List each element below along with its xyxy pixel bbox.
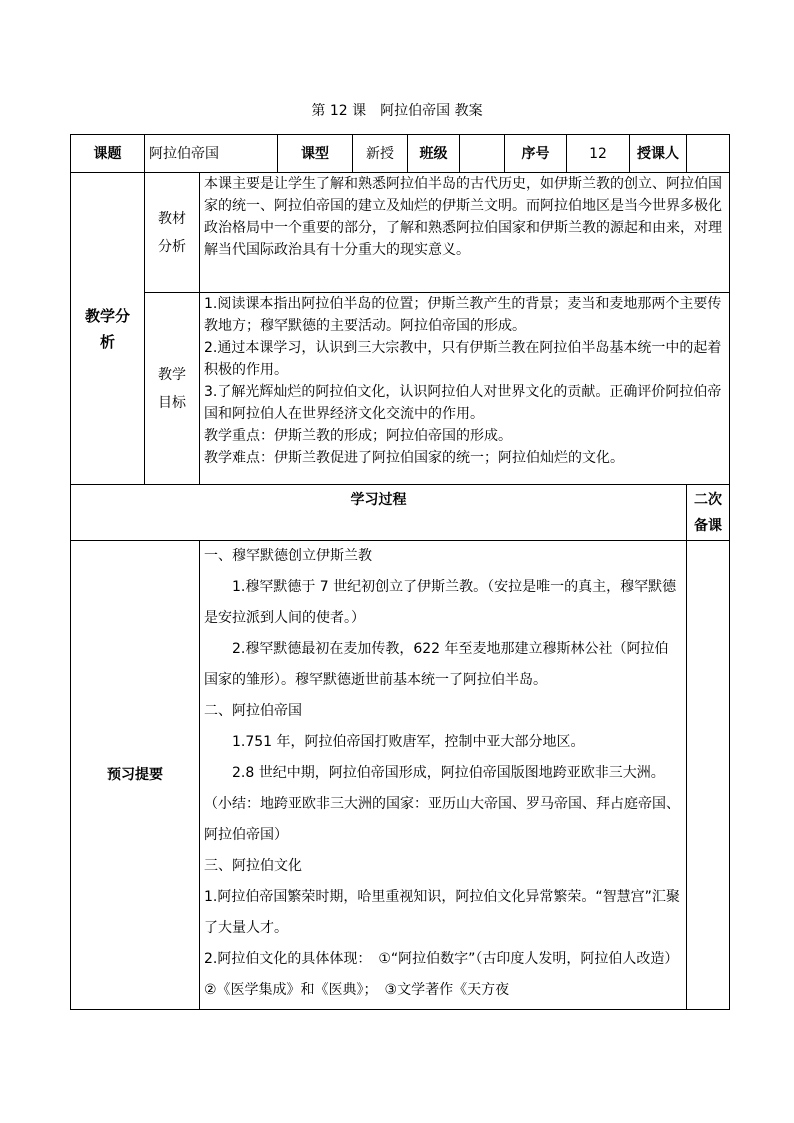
header-row [71,135,730,173]
material-analysis-text: 教材分析 [158,210,186,255]
material-analysis-label [145,173,200,293]
teaching-goals-label [145,293,200,485]
teaching-goals-text: 教学目标 [158,366,186,411]
second-prep-header [687,485,730,541]
teaching-analysis-label [71,173,145,485]
second-prep-cell [687,541,730,1010]
learning-process-header: 学习过程 [71,485,687,541]
document-title: 第 12 课 阿拉伯帝国 教案 [311,103,483,119]
class-label: 班级 [408,135,460,173]
section-heading: 二、阿拉伯帝国 [204,703,302,719]
teacher-label: 授课人 [630,135,687,173]
goal-line: 2.通过本课学习，认识到三大宗教中，只有伊斯兰教在阿拉伯半岛基本统一中的起着积极的作用。 [204,340,722,378]
teacher-value [687,135,730,173]
difficulty-line: 教学难点：伊斯兰教促进了阿拉伯国家的统一；阿拉伯灿烂的文化。 [204,450,624,466]
content-line: 2.穆罕默德最初在麦加传教，622 年至麦地那建立穆斯林公社（阿拉伯国家的雏形）。穆罕默德逝世前基本统一了阿拉伯半岛。 [204,641,669,688]
content-line: 1.751 年，阿拉伯帝国打败唐军，控制中亚大部分地区。 [232,734,585,750]
section-heading: 三、阿拉伯文化 [204,858,302,874]
material-analysis-paragraph: 本课主要是让学生了解和熟悉阿拉伯半岛的古代历史，如伊斯兰教的创立、阿拉伯国家的统一、阿拉伯帝国的建立及灿烂的伊斯兰文明。而阿拉伯地区是当今世界多极化政治格局中一个重要的部分，了解和熟悉阿拉伯国家和伊斯兰教的源起和由来，对理解当代国际政治具有十分重大的现实意义。 [204,176,722,258]
content-line: 1.穆罕默德于 7 世纪初创立了伊斯兰教。（安拉是唯一的真主，穆罕默德是安拉派到人间的使者。） [204,579,677,626]
material-analysis-content [200,173,730,293]
type-label: 课型 [278,135,353,173]
preview-label: 预习提要 [71,541,200,1010]
seq-label: 序号 [505,135,567,173]
section-heading: 一、穆罕默德创立伊斯兰教 [204,548,372,564]
topic-value: 阿拉伯帝国 [145,135,278,173]
process-header-row [71,485,730,541]
content-line: 1.阿拉伯帝国繁荣时期，哈里重视知识，阿拉伯文化异常繁荣。“智慧宫”汇聚了大量人才。 [204,889,680,936]
teaching-analysis-text: 教学分析 [84,306,130,351]
goal-line: 1.阅读课本指出阿拉伯半岛的位置；伊斯兰教产生的背景；麦当和麦地那两个主要传教地方；穆罕默德的主要活动。阿拉伯帝国的形成。 [204,296,722,334]
lesson-plan-table-wrapper [70,134,729,1011]
second-prep-text: 二次备课 [694,491,723,534]
class-value [460,135,505,173]
key-point-line: 教学重点：伊斯兰教的形成；阿拉伯帝国的形成。 [204,428,512,444]
material-analysis-row [71,173,730,293]
preview-row [71,541,730,1010]
teaching-goals-row [71,293,730,485]
lesson-plan-table [70,134,730,1010]
content-line: 2.8 世纪中期，阿拉伯帝国形成，阿拉伯帝国版图地跨亚欧非三大洲。（小结：地跨亚欧非三大洲的国家：亚历山大帝国、罗马帝国、拜占庭帝国、阿拉伯帝国） [204,765,680,843]
goal-line: 3.了解光辉灿烂的阿拉伯文化，认识阿拉伯人对世界文化的贡献。正确评价阿拉伯帝国和阿拉伯人在世界经济文化交流中的作用。 [204,384,722,422]
topic-label: 课题 [71,135,145,173]
type-value: 新授 [353,135,408,173]
seq-value: 12 [567,135,630,173]
teaching-goals-content [200,293,730,485]
preview-content [200,541,687,1010]
content-line: 2.阿拉伯文化的具体体现： ①“阿拉伯数字”（古印度人发明，阿拉伯人改造） ②《医学集成》和《医典》； ③文学著作《天方夜 [204,951,686,998]
